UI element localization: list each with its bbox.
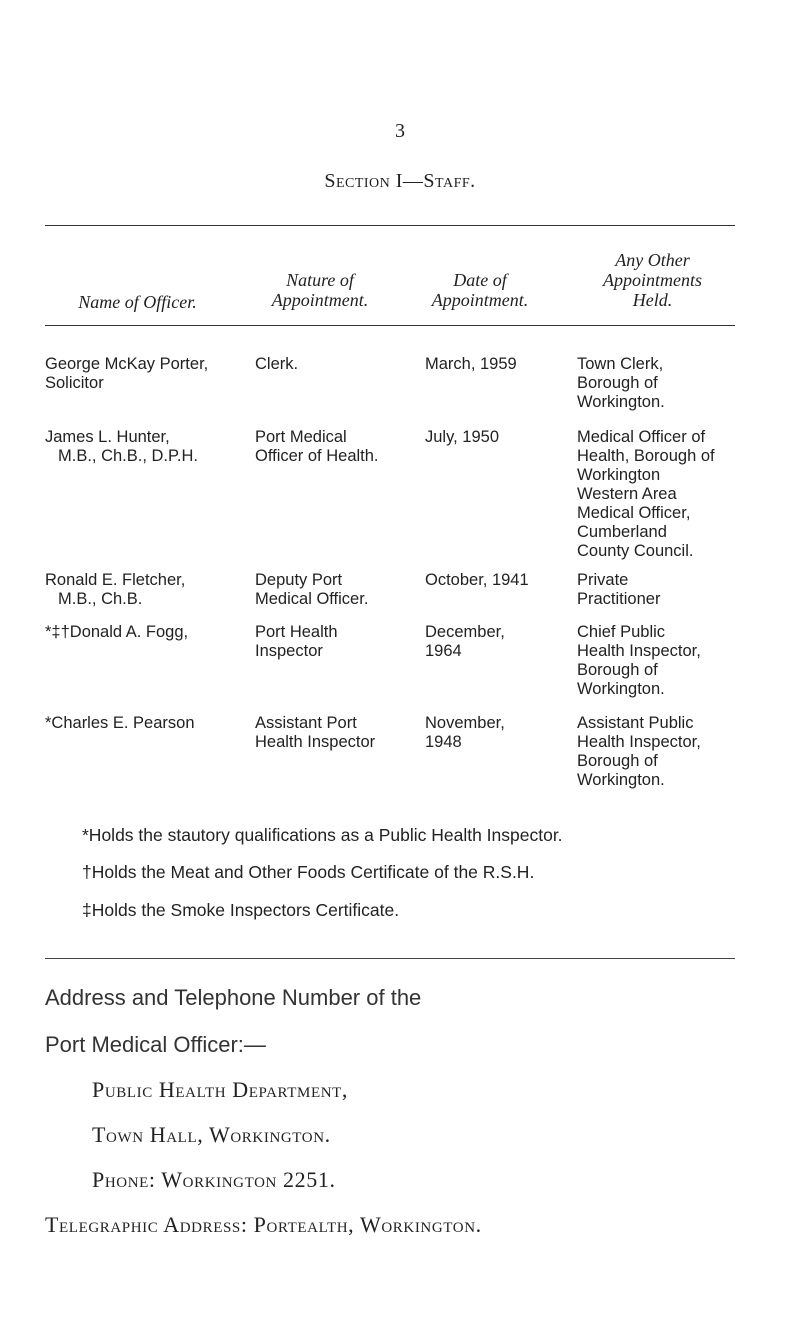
address-heading: Address and Telephone Number of the xyxy=(45,985,422,1010)
header-rule xyxy=(45,325,735,326)
table-row-nature: Clerk. xyxy=(255,355,299,373)
footnote-smoke-certificate: ‡Holds the Smoke Inspectors Certificate. xyxy=(82,900,400,920)
table-row-other: Assistant Public Health Inspector, Borough of Workington. xyxy=(577,714,701,789)
footnote-meat-certificate: †Holds the Meat and Other Foods Certificate of the R.S.H. xyxy=(82,862,535,882)
table-row-name: *Charles E. Pearson xyxy=(45,714,195,732)
table-row-nature: Deputy Port Medical Officer. xyxy=(255,571,369,608)
header-date-of-appointment: Date of Appointment. xyxy=(431,270,529,310)
header-name-of-officer: Name of Officer. xyxy=(78,292,197,312)
table-row-date: November, 1948 xyxy=(425,714,505,751)
address-department: Public Health Department, xyxy=(92,1077,349,1102)
table-row-nature: Port Medical Officer of Health. xyxy=(255,428,379,465)
header-other-appointments: Any Other Appointments Held. xyxy=(603,250,702,310)
table-row-date: July, 1950 xyxy=(425,428,499,446)
address-heading-officer: Port Medical Officer:— xyxy=(45,1032,266,1057)
table-row-date: December, 1964 xyxy=(425,623,505,660)
page-number: 3 xyxy=(395,120,405,142)
table-row-other: Medical Officer of Health, Borough of Workington Western Area Medical Officer, Cumberland County Council. xyxy=(577,428,715,560)
table-row-date: October, 1941 xyxy=(425,571,529,589)
address-telegraphic: Telegraphic Address: Portealth, Workington. xyxy=(45,1212,482,1237)
table-row-name: Ronald E. Fletcher, M.B., Ch.B. xyxy=(45,571,186,608)
footnote-stautory-qualification: *Holds the stautory qualifications as a Public Health Inspector. xyxy=(82,825,563,845)
table-row-other: Town Clerk, Borough of Workington. xyxy=(577,355,665,411)
table-row-date: March, 1959 xyxy=(425,355,517,373)
header-nature-of-appointment: Nature of Appointment. xyxy=(271,270,369,310)
table-row-name: James L. Hunter, M.B., Ch.B., D.P.H. xyxy=(45,428,198,465)
table-row-nature: Assistant Port Health Inspector xyxy=(255,714,376,751)
section-title: Section I—Staff. xyxy=(324,170,476,192)
table-row-nature: Port Health Inspector xyxy=(255,623,338,660)
address-location: Town Hall, Workington. xyxy=(92,1122,331,1147)
table-row-other: Private Practitioner xyxy=(577,571,661,608)
address-rule xyxy=(45,958,735,959)
top-rule xyxy=(45,225,735,226)
table-row-name: George McKay Porter, Solicitor xyxy=(45,355,209,392)
table-row-name: *‡†Donald A. Fogg, xyxy=(45,623,189,641)
table-row-other: Chief Public Health Inspector, Borough of Workington. xyxy=(577,623,701,698)
address-phone: Phone: Workington 2251. xyxy=(92,1167,336,1192)
